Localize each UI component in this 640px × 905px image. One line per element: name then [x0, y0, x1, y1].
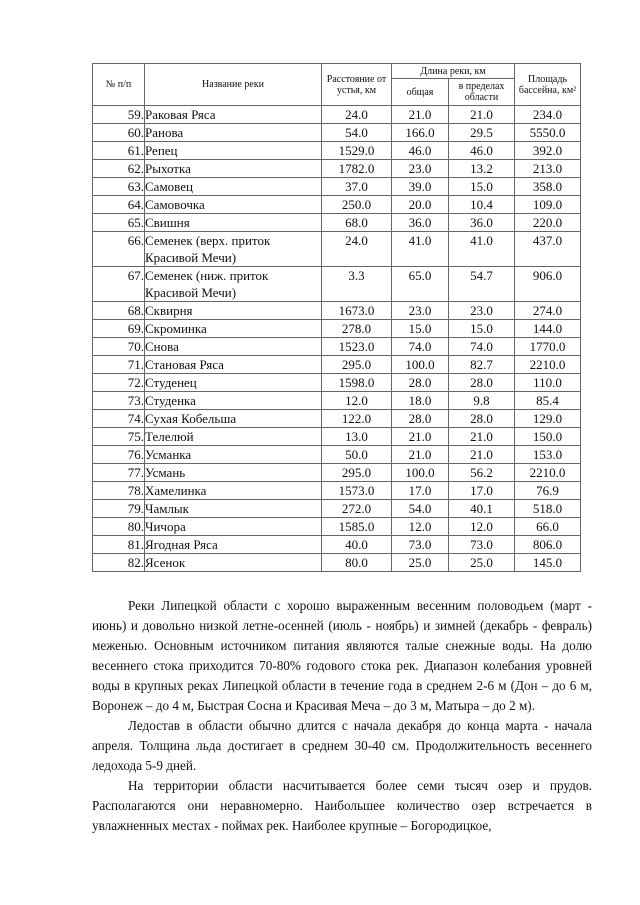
river-name: Самовочка [145, 196, 322, 214]
table-row [93, 464, 581, 482]
total-length-value: 39.0 [392, 178, 449, 196]
basin-area-value: 129.0 [515, 410, 581, 428]
river-name: Самовец [145, 178, 322, 196]
table-row [93, 428, 581, 446]
table-row [93, 214, 581, 232]
distance-value: 295.0 [322, 356, 392, 374]
total-length-value: 166.0 [392, 124, 449, 142]
header-length: Длина реки, км [392, 64, 515, 79]
distance-value: 40.0 [322, 536, 392, 554]
table-row [93, 410, 581, 428]
total-length-value: 28.0 [392, 374, 449, 392]
region-length-value: 46.0 [449, 142, 515, 160]
header-distance: Расстояние от устья, км [322, 64, 392, 106]
region-length-value: 25.0 [449, 554, 515, 572]
table-row [93, 196, 581, 214]
river-name: Сквирня [145, 302, 322, 320]
region-length-value: 28.0 [449, 374, 515, 392]
basin-area-value: 213.0 [515, 160, 581, 178]
row-number: 66. [93, 232, 145, 267]
basin-area-value: 274.0 [515, 302, 581, 320]
table-row [93, 500, 581, 518]
river-name: Чичора [145, 518, 322, 536]
total-length-value: 100.0 [392, 356, 449, 374]
region-length-value: 82.7 [449, 356, 515, 374]
river-name: Семенек (верх. приток Красивой Мечи) [145, 232, 322, 267]
row-number: 67. [93, 267, 145, 302]
total-length-value: 17.0 [392, 482, 449, 500]
region-length-value: 40.1 [449, 500, 515, 518]
row-number: 73. [93, 392, 145, 410]
paragraph: Реки Липецкой области с хорошо выраженным весенним половодьем (март - июнь) и довольно низкой летне-осенней (июль - ноябрь) и зимней (декабрь - февраль) меженью. Основным источником питания являются талые снежные воды. На долю весеннего стока приходится 70-80% годового стока рек. Диапазон колебания уровней воды в крупных реках Липецкой области в течение года в среднем 2-6 м (Дон – до 6 м, Воронеж – до 4 м, Быстрая Сосна и Красивая Меча – до 3 м, Матыра – до 2 м). [92, 598, 592, 713]
basin-area-value: 2210.0 [515, 464, 581, 482]
river-name: Снова [145, 338, 322, 356]
distance-value: 1585.0 [322, 518, 392, 536]
total-length-value: 100.0 [392, 464, 449, 482]
basin-area-value: 150.0 [515, 428, 581, 446]
row-number: 75. [93, 428, 145, 446]
header-area: Площадь бассейна, км² [515, 64, 581, 106]
table-row [93, 482, 581, 500]
region-length-value: 9.8 [449, 392, 515, 410]
table-row [93, 178, 581, 196]
table-row [93, 302, 581, 320]
table-row [93, 446, 581, 464]
river-name: Чамлык [145, 500, 322, 518]
basin-area-value: 437.0 [515, 232, 581, 267]
table-body [93, 106, 581, 572]
distance-value: 278.0 [322, 320, 392, 338]
region-length-value: 21.0 [449, 446, 515, 464]
river-name: Репец [145, 142, 322, 160]
distance-value: 1529.0 [322, 142, 392, 160]
region-length-value: 21.0 [449, 106, 515, 124]
header-length-total: общая [392, 79, 449, 106]
distance-value: 272.0 [322, 500, 392, 518]
river-name: Студенка [145, 392, 322, 410]
basin-area-value: 110.0 [515, 374, 581, 392]
total-length-value: 41.0 [392, 232, 449, 267]
river-name: Свишня [145, 214, 322, 232]
row-number: 76. [93, 446, 145, 464]
row-number: 68. [93, 302, 145, 320]
row-number: 65. [93, 214, 145, 232]
river-name: Хамелинка [145, 482, 322, 500]
basin-area-value: 806.0 [515, 536, 581, 554]
row-number: 82. [93, 554, 145, 572]
total-length-value: 25.0 [392, 554, 449, 572]
river-name: Сухая Кобельша [145, 410, 322, 428]
paragraph: Ледостав в области обычно длится с начала декабря до конца марта - начала апреля. Толщина льда достигает в среднем 30-40 см. Продолжительность весеннего ледохода 5-9 дней. [92, 718, 592, 773]
basin-area-value: 392.0 [515, 142, 581, 160]
total-length-value: 15.0 [392, 320, 449, 338]
table-row [93, 374, 581, 392]
header-num: № п/п [93, 64, 145, 106]
table-row [93, 320, 581, 338]
body-text [92, 596, 592, 836]
total-length-value: 54.0 [392, 500, 449, 518]
row-number: 71. [93, 356, 145, 374]
distance-value: 1573.0 [322, 482, 392, 500]
row-number: 59. [93, 106, 145, 124]
distance-value: 80.0 [322, 554, 392, 572]
river-name: Раковая Ряса [145, 106, 322, 124]
total-length-value: 21.0 [392, 106, 449, 124]
total-length-value: 21.0 [392, 446, 449, 464]
total-length-value: 73.0 [392, 536, 449, 554]
row-number: 72. [93, 374, 145, 392]
region-length-value: 28.0 [449, 410, 515, 428]
region-length-value: 41.0 [449, 232, 515, 267]
row-number: 79. [93, 500, 145, 518]
header-name: Название реки [145, 64, 322, 106]
river-name: Ясенок [145, 554, 322, 572]
river-name: Усмань [145, 464, 322, 482]
river-name: Ягодная Ряса [145, 536, 322, 554]
basin-area-value: 358.0 [515, 178, 581, 196]
table-row [93, 392, 581, 410]
river-name: Рыхотка [145, 160, 322, 178]
region-length-value: 29.5 [449, 124, 515, 142]
table-row [93, 160, 581, 178]
basin-area-value: 1770.0 [515, 338, 581, 356]
table-row [93, 356, 581, 374]
row-number: 64. [93, 196, 145, 214]
distance-value: 68.0 [322, 214, 392, 232]
river-name: Становая Ряса [145, 356, 322, 374]
region-length-value: 74.0 [449, 338, 515, 356]
river-name: Усманка [145, 446, 322, 464]
distance-value: 54.0 [322, 124, 392, 142]
table-row [93, 106, 581, 124]
region-length-value: 73.0 [449, 536, 515, 554]
total-length-value: 21.0 [392, 428, 449, 446]
region-length-value: 17.0 [449, 482, 515, 500]
region-length-value: 36.0 [449, 214, 515, 232]
river-name: Семенек (ниж. приток Красивой Мечи) [145, 267, 322, 302]
row-number: 63. [93, 178, 145, 196]
basin-area-value: 109.0 [515, 196, 581, 214]
distance-value: 24.0 [322, 106, 392, 124]
basin-area-value: 145.0 [515, 554, 581, 572]
region-length-value: 15.0 [449, 320, 515, 338]
river-name: Телелюй [145, 428, 322, 446]
table-row [93, 518, 581, 536]
distance-value: 1673.0 [322, 302, 392, 320]
basin-area-value: 85.4 [515, 392, 581, 410]
basin-area-value: 5550.0 [515, 124, 581, 142]
distance-value: 3.3 [322, 267, 392, 302]
basin-area-value: 2210.0 [515, 356, 581, 374]
table-row [93, 124, 581, 142]
region-length-value: 12.0 [449, 518, 515, 536]
region-length-value: 56.2 [449, 464, 515, 482]
row-number: 77. [93, 464, 145, 482]
row-number: 74. [93, 410, 145, 428]
rivers-table [92, 63, 581, 572]
table-row [93, 554, 581, 572]
basin-area-value: 153.0 [515, 446, 581, 464]
distance-value: 1782.0 [322, 160, 392, 178]
total-length-value: 74.0 [392, 338, 449, 356]
total-length-value: 23.0 [392, 160, 449, 178]
region-length-value: 23.0 [449, 302, 515, 320]
table-row [93, 142, 581, 160]
basin-area-value: 76.9 [515, 482, 581, 500]
total-length-value: 46.0 [392, 142, 449, 160]
distance-value: 37.0 [322, 178, 392, 196]
distance-value: 1523.0 [322, 338, 392, 356]
row-number: 81. [93, 536, 145, 554]
distance-value: 50.0 [322, 446, 392, 464]
region-length-value: 54.7 [449, 267, 515, 302]
basin-area-value: 66.0 [515, 518, 581, 536]
distance-value: 122.0 [322, 410, 392, 428]
distance-value: 12.0 [322, 392, 392, 410]
row-number: 69. [93, 320, 145, 338]
total-length-value: 20.0 [392, 196, 449, 214]
row-number: 62. [93, 160, 145, 178]
row-number: 80. [93, 518, 145, 536]
distance-value: 1598.0 [322, 374, 392, 392]
total-length-value: 18.0 [392, 392, 449, 410]
total-length-value: 36.0 [392, 214, 449, 232]
region-length-value: 21.0 [449, 428, 515, 446]
distance-value: 13.0 [322, 428, 392, 446]
basin-area-value: 518.0 [515, 500, 581, 518]
basin-area-value: 144.0 [515, 320, 581, 338]
table-row [93, 536, 581, 554]
river-name: Студенец [145, 374, 322, 392]
total-length-value: 23.0 [392, 302, 449, 320]
paragraph: На территории области насчитывается более семи тысяч озер и прудов. Располагаются они неравномерно. Наибольшее количество озер встречается в увлажненных местах - поймах рек. Наиболее крупные – Богородицкое, [92, 778, 592, 833]
distance-value: 250.0 [322, 196, 392, 214]
row-number: 61. [93, 142, 145, 160]
distance-value: 24.0 [322, 232, 392, 267]
row-number: 78. [93, 482, 145, 500]
region-length-value: 15.0 [449, 178, 515, 196]
basin-area-value: 906.0 [515, 267, 581, 302]
table-row [93, 232, 581, 267]
river-name: Скроминка [145, 320, 322, 338]
table-row [93, 267, 581, 302]
basin-area-value: 220.0 [515, 214, 581, 232]
header-length-region: в пределах области [449, 79, 515, 106]
row-number: 60. [93, 124, 145, 142]
total-length-value: 28.0 [392, 410, 449, 428]
total-length-value: 12.0 [392, 518, 449, 536]
river-name: Ранова [145, 124, 322, 142]
table-row [93, 338, 581, 356]
row-number: 70. [93, 338, 145, 356]
region-length-value: 13.2 [449, 160, 515, 178]
total-length-value: 65.0 [392, 267, 449, 302]
basin-area-value: 234.0 [515, 106, 581, 124]
region-length-value: 10.4 [449, 196, 515, 214]
distance-value: 295.0 [322, 464, 392, 482]
